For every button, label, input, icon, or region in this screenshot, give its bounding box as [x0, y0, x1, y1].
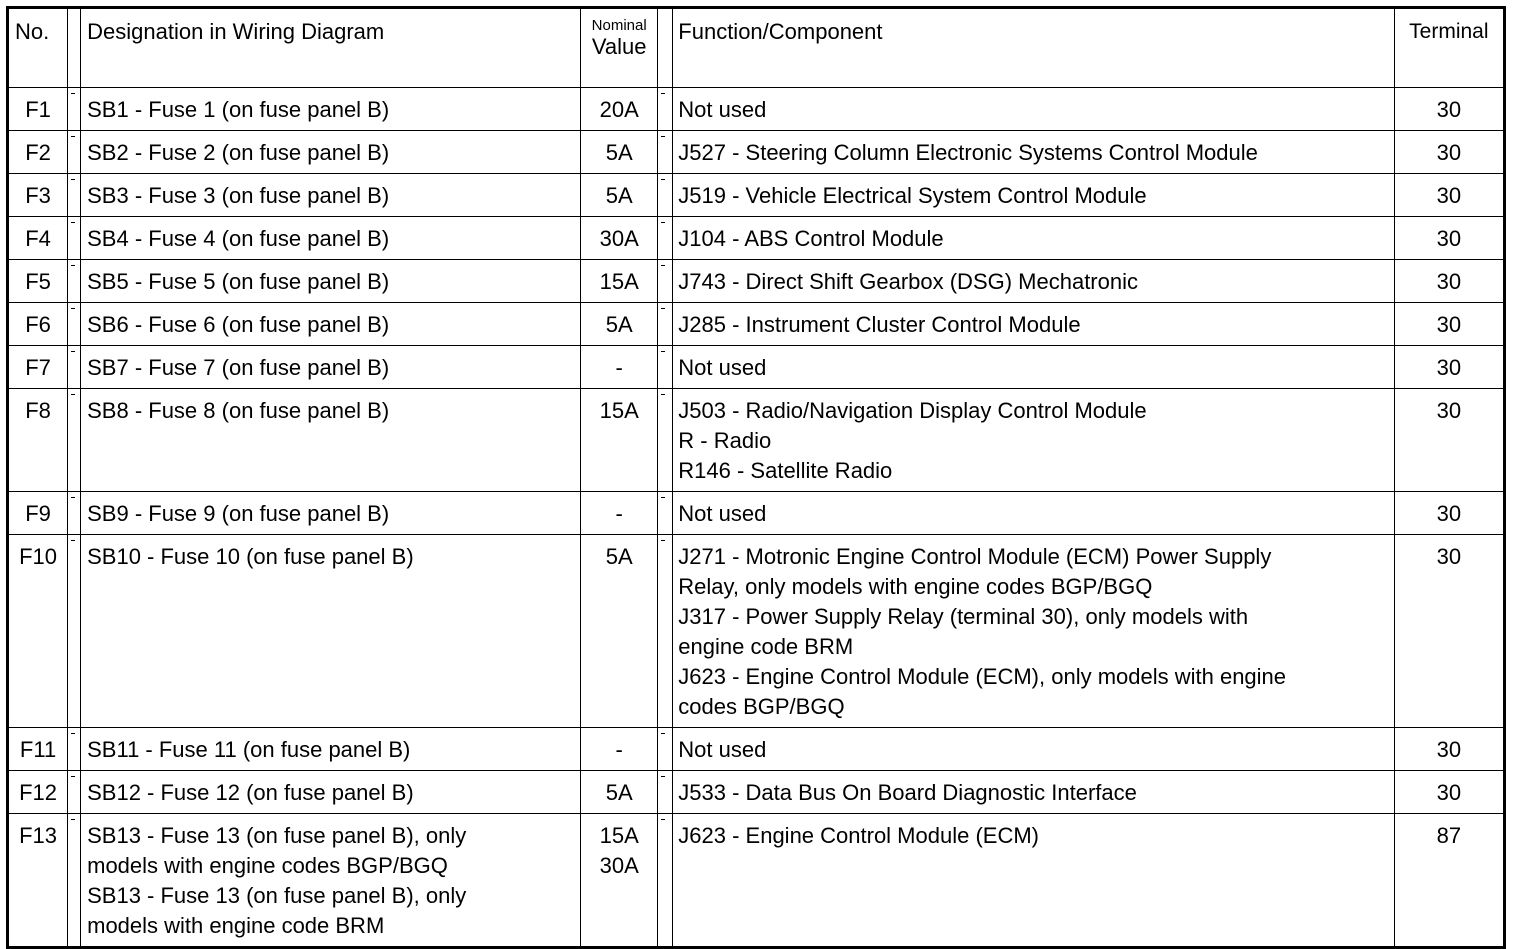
spacer-cell [68, 88, 81, 131]
fuse-number: F9 [8, 492, 68, 535]
function-cell [673, 217, 1394, 260]
nominal-value: 20A [599, 97, 639, 122]
tick-mark [71, 265, 75, 266]
fuse-number: F10 [8, 535, 68, 728]
spacer-cell [68, 535, 81, 728]
tick-mark [661, 93, 665, 94]
function-line: engine code BRM [678, 634, 854, 659]
function-cell [673, 389, 1394, 492]
tick-mark [661, 819, 665, 820]
header-no: No. [8, 8, 68, 88]
designation-cell [81, 771, 581, 814]
designation-cell [81, 174, 581, 217]
spacer-cell [68, 346, 81, 389]
function-line: Not used [678, 737, 767, 762]
spacer-cell [658, 771, 673, 814]
tick-mark [661, 776, 665, 777]
table-row [8, 492, 1505, 535]
function-line: J317 - Power Supply Relay (terminal 30), only models with [678, 604, 1249, 629]
spacer-cell [68, 131, 81, 174]
spacer-cell [658, 535, 673, 728]
spacer-cell [658, 303, 673, 346]
nominal-value-cell [581, 346, 658, 389]
nominal-value: 15A [599, 398, 639, 423]
table-row [8, 728, 1505, 771]
function-line: R146 - Satellite Radio [678, 458, 893, 483]
tick-mark [71, 394, 75, 395]
terminal-cell: 30 [1394, 131, 1504, 174]
nominal-value-cell [581, 771, 658, 814]
fuse-table [6, 6, 1506, 949]
function-cell [673, 260, 1394, 303]
function-cell [673, 88, 1394, 131]
tick-mark [661, 265, 665, 266]
function-cell [673, 728, 1394, 771]
nominal-value-cell [581, 814, 658, 948]
nominal-value-cell [581, 217, 658, 260]
nominal-value-cell [581, 492, 658, 535]
fuse-table-body [8, 88, 1505, 948]
table-row [8, 303, 1505, 346]
table-row [8, 346, 1505, 389]
terminal-cell: 30 [1394, 535, 1504, 728]
tick-mark [71, 222, 75, 223]
designation-cell [81, 303, 581, 346]
function-cell [673, 131, 1394, 174]
function-line: J104 - ABS Control Module [678, 226, 944, 251]
nominal-value: 5A [605, 544, 633, 569]
nominal-value: - [615, 355, 623, 380]
spacer-cell [658, 174, 673, 217]
table-row [8, 131, 1505, 174]
fuse-number: F8 [8, 389, 68, 492]
tick-mark [661, 179, 665, 180]
nominal-value: 5A [605, 312, 633, 337]
nominal-value: 30A [599, 226, 639, 251]
designation-cell [81, 389, 581, 492]
terminal-cell: 30 [1394, 88, 1504, 131]
nominal-value-cell [581, 535, 658, 728]
table-row [8, 814, 1505, 948]
table-row [8, 260, 1505, 303]
tick-mark [71, 308, 75, 309]
spacer-cell [68, 492, 81, 535]
nominal-value: 5A [605, 140, 633, 165]
designation-line: SB13 - Fuse 13 (on fuse panel B), only [87, 823, 467, 848]
terminal-cell: 30 [1394, 771, 1504, 814]
function-line: J503 - Radio/Navigation Display Control Module [678, 398, 1147, 423]
designation-cell [81, 88, 581, 131]
function-line: J527 - Steering Column Electronic Systems Control Module [678, 140, 1258, 165]
terminal-cell: 30 [1394, 728, 1504, 771]
designation-line: SB4 - Fuse 4 (on fuse panel B) [87, 226, 390, 251]
designation-line: SB1 - Fuse 1 (on fuse panel B) [87, 97, 390, 122]
designation-line: models with engine code BRM [87, 913, 385, 938]
function-cell [673, 814, 1394, 948]
terminal-cell: 30 [1394, 492, 1504, 535]
header-value-big: Value [591, 34, 647, 59]
function-line: R - Radio [678, 428, 772, 453]
fuse-number: F1 [8, 88, 68, 131]
header-spacer [68, 8, 81, 88]
spacer-cell [658, 389, 673, 492]
designation-line: SB7 - Fuse 7 (on fuse panel B) [87, 355, 390, 380]
function-line: J519 - Vehicle Electrical System Control Module [678, 183, 1147, 208]
nominal-value-cell [581, 88, 658, 131]
tick-mark [661, 351, 665, 352]
designation-line: SB13 - Fuse 13 (on fuse panel B), only [87, 883, 467, 908]
spacer-cell [68, 814, 81, 948]
function-line: Not used [678, 355, 767, 380]
spacer-cell [68, 260, 81, 303]
tick-mark [71, 540, 75, 541]
spacer-cell [68, 389, 81, 492]
nominal-value-cell [581, 131, 658, 174]
terminal-cell: 30 [1394, 217, 1504, 260]
tick-mark [661, 136, 665, 137]
fuse-number: F5 [8, 260, 68, 303]
spacer-cell [658, 131, 673, 174]
function-line: J285 - Instrument Cluster Control Module [678, 312, 1081, 337]
header-terminal: Terminal [1394, 8, 1504, 88]
terminal-cell: 30 [1394, 389, 1504, 492]
tick-mark [661, 394, 665, 395]
function-cell [673, 346, 1394, 389]
nominal-value: - [615, 737, 623, 762]
designation-line: SB11 - Fuse 11 (on fuse panel B) [87, 737, 411, 762]
tick-mark [71, 179, 75, 180]
designation-line: SB2 - Fuse 2 (on fuse panel B) [87, 140, 390, 165]
designation-line: SB12 - Fuse 12 (on fuse panel B) [87, 780, 414, 805]
spacer-cell [658, 728, 673, 771]
spacer-cell [68, 303, 81, 346]
spacer-cell [658, 260, 673, 303]
table-row [8, 389, 1505, 492]
function-line: Not used [678, 97, 767, 122]
nominal-value: 15A [599, 823, 639, 848]
function-line: J743 - Direct Shift Gearbox (DSG) Mechatronic [678, 269, 1138, 294]
function-line: Not used [678, 501, 767, 526]
spacer-cell [68, 217, 81, 260]
fuse-number: F11 [8, 728, 68, 771]
tick-mark [661, 733, 665, 734]
fuse-number: F3 [8, 174, 68, 217]
spacer-cell [658, 217, 673, 260]
designation-line: SB5 - Fuse 5 (on fuse panel B) [87, 269, 390, 294]
nominal-value-cell [581, 728, 658, 771]
fuse-number: F2 [8, 131, 68, 174]
fuse-number: F4 [8, 217, 68, 260]
header-value-small: Nominal [591, 17, 647, 34]
header-spacer [658, 8, 673, 88]
function-cell [673, 535, 1394, 728]
tick-mark [71, 776, 75, 777]
terminal-cell: 30 [1394, 346, 1504, 389]
designation-cell [81, 346, 581, 389]
spacer-cell [68, 174, 81, 217]
spacer-cell [658, 492, 673, 535]
terminal-cell: 87 [1394, 814, 1504, 948]
tick-mark [661, 222, 665, 223]
tick-mark [71, 497, 75, 498]
designation-cell [81, 814, 581, 948]
nominal-value-cell [581, 389, 658, 492]
designation-cell [81, 535, 581, 728]
function-line: Relay, only models with engine codes BGP/BGQ [678, 574, 1153, 599]
designation-cell [81, 492, 581, 535]
designation-line: models with engine codes BGP/BGQ [87, 853, 448, 878]
function-line: codes BGP/BGQ [678, 694, 845, 719]
spacer-cell [68, 728, 81, 771]
function-cell [673, 492, 1394, 535]
fuse-number: F13 [8, 814, 68, 948]
terminal-cell: 30 [1394, 260, 1504, 303]
designation-cell [81, 131, 581, 174]
designation-cell [81, 728, 581, 771]
designation-line: SB8 - Fuse 8 (on fuse panel B) [87, 398, 390, 423]
nominal-value-cell [581, 174, 658, 217]
header-nominal-value [581, 8, 658, 88]
designation-line: SB3 - Fuse 3 (on fuse panel B) [87, 183, 390, 208]
designation-line: SB10 - Fuse 10 (on fuse panel B) [87, 544, 414, 569]
function-cell [673, 303, 1394, 346]
tick-mark [71, 819, 75, 820]
header-designation: Designation in Wiring Diagram [81, 8, 581, 88]
table-row [8, 771, 1505, 814]
table-row [8, 535, 1505, 728]
function-cell [673, 771, 1394, 814]
fuse-number: F7 [8, 346, 68, 389]
nominal-value: - [615, 501, 623, 526]
designation-cell [81, 260, 581, 303]
spacer-cell [658, 88, 673, 131]
spacer-cell [658, 346, 673, 389]
function-line: J271 - Motronic Engine Control Module (ECM) Power Supply [678, 544, 1272, 569]
nominal-value: 5A [605, 183, 633, 208]
tick-mark [661, 540, 665, 541]
function-line: J533 - Data Bus On Board Diagnostic Interface [678, 780, 1137, 805]
function-line: J623 - Engine Control Module (ECM), only models with engine [678, 664, 1287, 689]
table-row [8, 217, 1505, 260]
table-row [8, 174, 1505, 217]
tick-mark [71, 351, 75, 352]
tick-mark [71, 93, 75, 94]
spacer-cell [68, 771, 81, 814]
designation-line: SB9 - Fuse 9 (on fuse panel B) [87, 501, 390, 526]
fuse-number: F6 [8, 303, 68, 346]
tick-mark [71, 136, 75, 137]
tick-mark [661, 308, 665, 309]
header-function: Function/Component [673, 8, 1394, 88]
tick-mark [661, 497, 665, 498]
terminal-cell: 30 [1394, 303, 1504, 346]
function-cell [673, 174, 1394, 217]
header-row [8, 8, 1505, 88]
table-row [8, 88, 1505, 131]
nominal-value: 30A [599, 853, 639, 878]
function-line: J623 - Engine Control Module (ECM) [678, 823, 1039, 848]
nominal-value: 15A [599, 269, 639, 294]
terminal-cell: 30 [1394, 174, 1504, 217]
nominal-value-cell [581, 260, 658, 303]
designation-line: SB6 - Fuse 6 (on fuse panel B) [87, 312, 390, 337]
designation-cell [81, 217, 581, 260]
nominal-value: 5A [605, 780, 633, 805]
tick-mark [71, 733, 75, 734]
spacer-cell [658, 814, 673, 948]
nominal-value-cell [581, 303, 658, 346]
fuse-number: F12 [8, 771, 68, 814]
